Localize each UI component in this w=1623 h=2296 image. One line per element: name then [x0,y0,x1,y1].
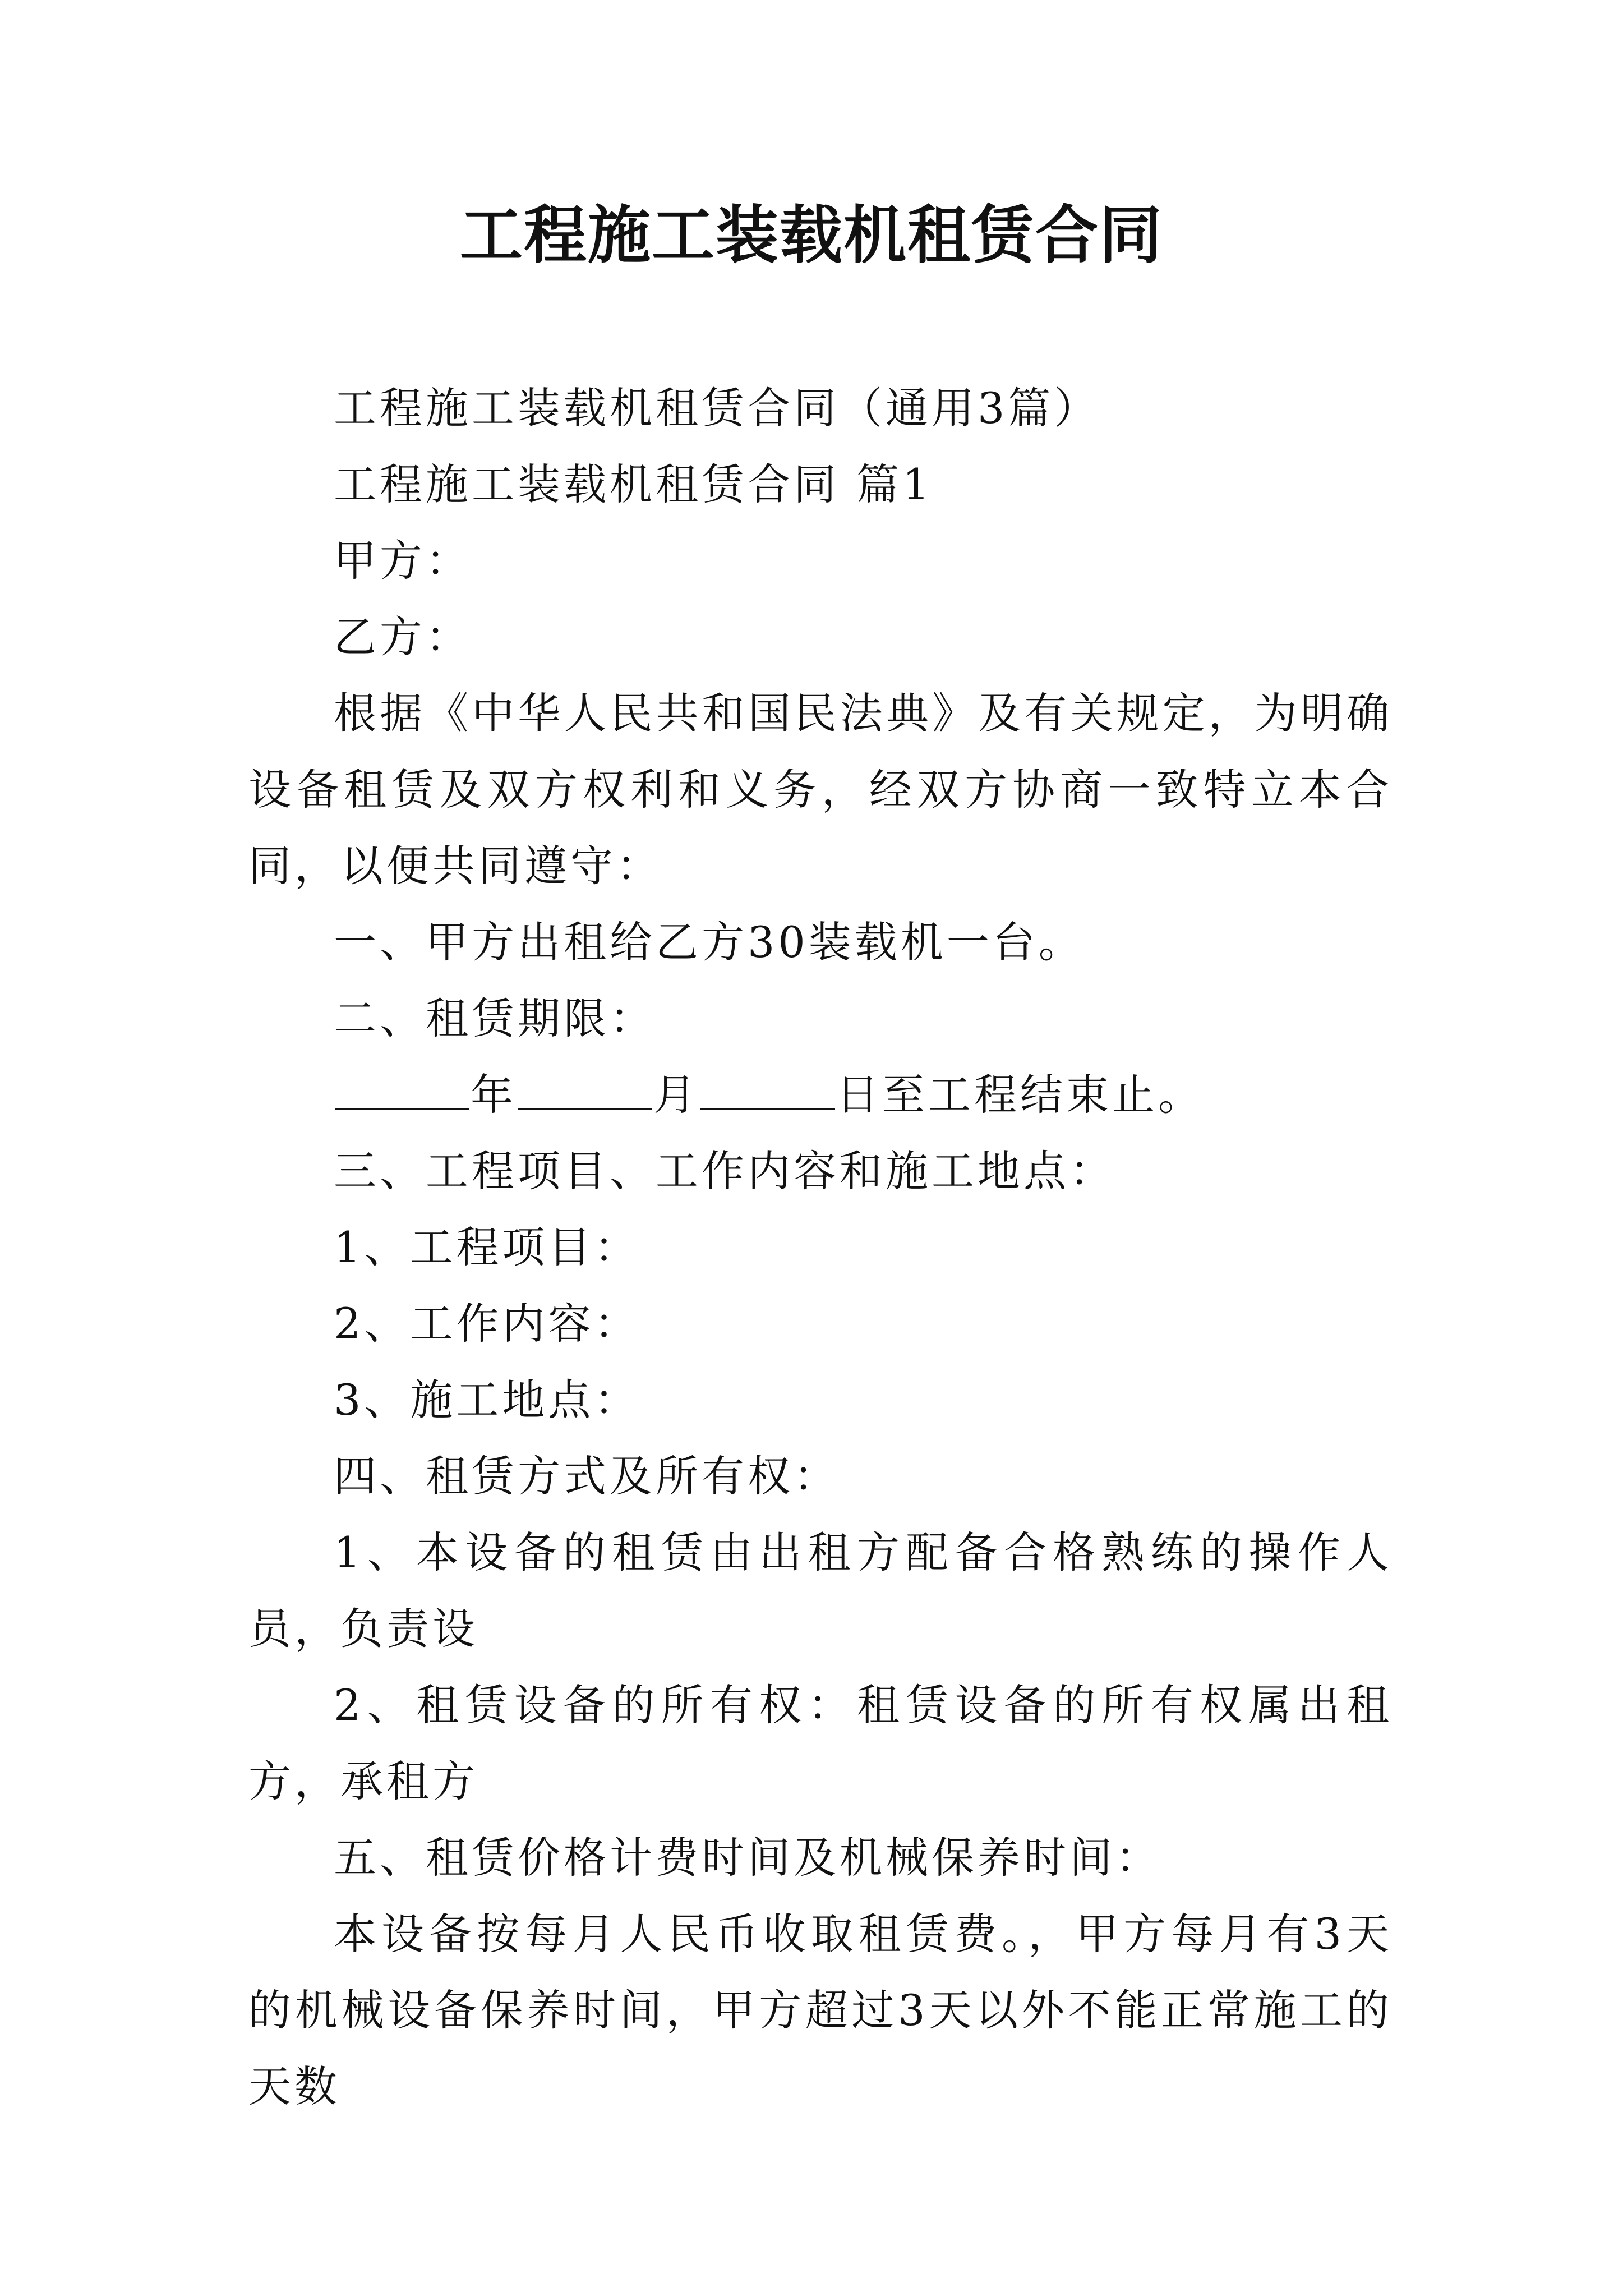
paragraph-clause-5: 五、租赁价格计费时间及机械保养时间： [334,1833,1161,1883]
label-year: 年 [471,1070,517,1120]
paragraph-operators: 1、本设备的租赁由出租方配备合格熟练的操作人员，负责设 [248,1527,1393,1654]
paragraph-work-content: 2、工作内容： [334,1299,640,1349]
paragraph-clause-3: 三、工程项目、工作内容和施工地点： [334,1146,1115,1196]
paragraph-clause-2: 二、租赁期限： [334,993,656,1043]
blank-year [335,1107,469,1110]
label-day-end: 日至工程结束止。 [836,1070,1204,1120]
paragraph-clause-1: 一、甲方出租给乙方30装载机一台。 [334,917,1085,967]
paragraph-party-b: 乙方： [334,612,472,662]
paragraph-ownership: 2、租赁设备的所有权：租赁设备的所有权属出租方，承租方 [248,1680,1393,1806]
paragraph-site: 3、施工地点： [334,1375,640,1425]
paragraph-project: 1、工程项目： [334,1222,640,1272]
paragraph-subtitle: 工程施工装载机租赁合同（通用3篇） [334,383,1100,433]
document-title: 工程施工装载机租赁合同 [460,199,1163,272]
paragraph-section-heading: 工程施工装载机租赁合同 篇1 [334,459,933,509]
paragraph-lease-term [248,1057,1393,1133]
paragraph-preamble: 根据《中华人民共和国民法典》及有关规定，为明确设备租赁及双方权利和义务，经双方协商一致特立本合同，以便共同遵守： [248,688,1393,891]
blank-day [700,1107,835,1110]
paragraph-party-a: 甲方： [334,536,472,586]
paragraph-pricing: 本设备按每月人民币收取租赁费。，甲方每月有3天的机械设备保养时间，甲方超过3天以外不能正常施工的天数 [248,1909,1393,2111]
blank-month [518,1107,652,1110]
label-month: 月 [653,1070,699,1120]
paragraph-clause-4: 四、租赁方式及所有权： [334,1451,840,1501]
document-body [248,370,1393,2125]
